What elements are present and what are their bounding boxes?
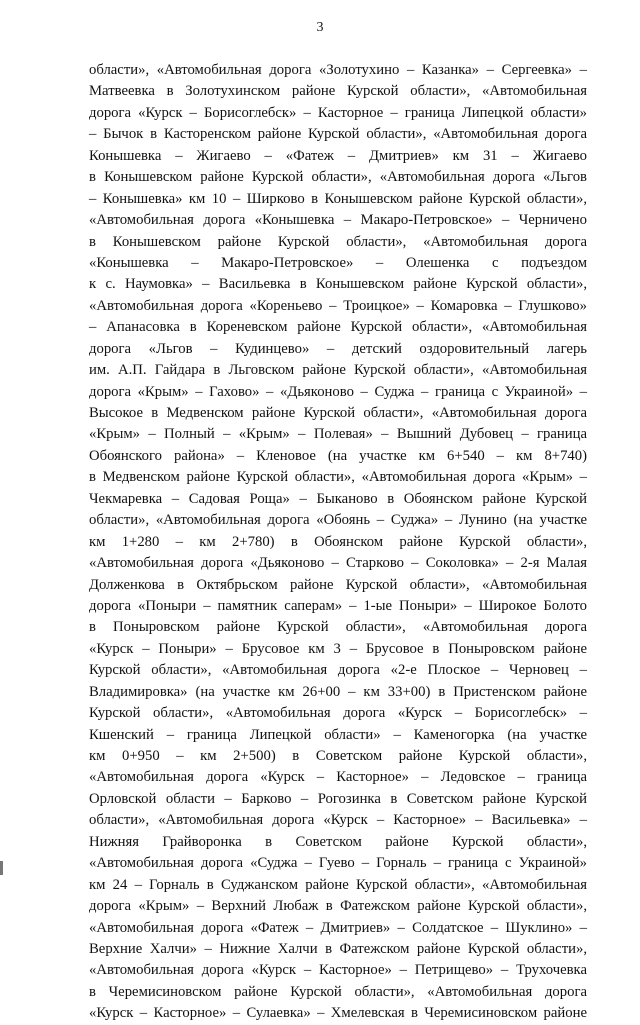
text-line: – Апанасовка в Кореневском районе Курской области», «Автомобильная xyxy=(89,319,587,336)
page-number: 3 xyxy=(316,20,324,35)
text-line: дорога «Поныри – памятник саперам» – 1-ые Поныри» – Широкое Болото xyxy=(89,597,587,614)
text-line: Долженкова в Октябрьском районе Курской области», «Автомобильная xyxy=(89,576,587,593)
text-line: в Медвенском районе Курской области», «Автомобильная дорога «Крым» – xyxy=(89,469,587,486)
text-line: дорога «Крым» – Верхний Любаж в Фатежском районе Курской области», xyxy=(89,898,587,915)
text-line: – Бычок в Касторенском районе Курской области», «Автомобильная дорога xyxy=(89,126,587,143)
text-line: Нижняя Грайворонка в Советском районе Курской области», xyxy=(89,833,587,850)
text-line: в Конышевском районе Курской области», «Автомобильная дорога «Льгов xyxy=(89,169,587,186)
text-line: области», «Автомобильная дорога «Обоянь – Суджа» – Лунино (на участке xyxy=(89,512,587,529)
text-line: области», «Автомобильная дорога «Золотухино – Казанка» – Сергеевка» – xyxy=(89,62,587,78)
text-line: области», «Автомобильная дорога «Курск – Касторное» – Васильевка» – xyxy=(89,812,587,829)
text-line: Курской области», «Автомобильная дорога «2-е Плоское – Черновец – xyxy=(89,662,587,679)
text-line: «Автомобильная дорога «Курск – Касторное» – Ледовское – граница xyxy=(89,769,587,786)
text-line: Верхние Халчи» – Нижние Халчи в Фатежском районе Курской области», xyxy=(89,940,587,957)
text-line: к с. Наумовка» – Васильевка в Конышевском районе Курской области», xyxy=(89,276,587,293)
text-line: Конышевка – Жигаево – «Фатеж – Дмитриев» км 31 – Жигаево xyxy=(89,147,587,164)
text-line: Матвеевка в Золотухинском районе Курской области», «Автомобильная xyxy=(89,83,587,100)
text-line: «Автомобильная дорога «Конышевка – Макаро-Петровское» – Черничено xyxy=(89,212,587,229)
text-line: дорога «Льгов – Кудинцево» – детский оздоровительный лагерь xyxy=(89,340,587,357)
text-line: Курской области», «Автомобильная дорога «Курск – Борисоглебск» – xyxy=(89,705,587,722)
text-line: «Автомобильная дорога «Дьяконово – Старково – Соколовка» – 2-я Малая xyxy=(89,555,587,572)
text-line: им. А.П. Гайдара в Льговском районе Курской области», «Автомобильная xyxy=(89,362,587,379)
text-line: Владимировка» (на участке км 26+00 – км 33+00) в Пристенском районе xyxy=(89,683,587,700)
text-line: Высокое в Медвенском районе Курской области», «Автомобильная дорога xyxy=(89,405,587,421)
text-line: «Курск – Поныри» – Брусовое км 3 – Брусовое в Поныровском районе xyxy=(89,640,587,657)
text-line: в Черемисиновском районе Курской области», «Автомобильная дорога xyxy=(89,983,587,1000)
text-line: «Автомобильная дорога «Кореньево – Троицкое» – Комаровка – Глушково» xyxy=(89,297,587,314)
text-line: «Автомобильная дорога «Курск – Касторное» – Петрищево» – Трухочевка xyxy=(89,962,587,979)
text-line: «Автомобильная дорога «Фатеж – Дмитриев» – Солдатское – Шуклино» – xyxy=(89,919,587,936)
text-line: км 24 – Горналь в Суджанском районе Курской области», «Автомобильная xyxy=(89,876,587,893)
text-line: «Автомобильная дорога «Суджа – Гуево – Горналь – граница с Украиной» xyxy=(89,855,587,872)
text-line: км 1+280 – км 2+780) в Обоянском районе Курской области», xyxy=(89,533,587,550)
text-line: в Конышевском районе Курской области», «Автомобильная дорога xyxy=(89,233,587,250)
text-line: – Конышевка» км 10 – Ширково в Конышевском районе Курской области», xyxy=(89,190,587,207)
text-line: «Крым» – Полный – «Крым» – Полевая» – Вышний Дубовец – граница xyxy=(89,426,587,443)
text-line: дорога «Курск – Борисоглебск» – Касторное – граница Липецкой области» xyxy=(89,104,587,121)
text-line: Кшенский – граница Липецкой области» – Каменогорка (на участке xyxy=(89,726,587,743)
text-line: «Курск – Касторное» – Сулаевка» – Хмелевская в Черемисиновском районе xyxy=(89,1005,587,1022)
text-line: Орловской области – Барково – Рогозинка в Советском районе Курской xyxy=(89,790,587,807)
text-line: в Поныровском районе Курской области», «Автомобильная дорога xyxy=(89,619,587,636)
text-line: км 0+950 – км 2+500) в Советском районе Курской области», xyxy=(89,748,587,764)
text-line: Обоянского района» – Кленовое (на участке км 6+540 – км 8+740) xyxy=(89,447,587,464)
text-line: дорога «Крым» – Гахово» – «Дьяконово – Суджа – граница с Украиной» – xyxy=(89,383,587,400)
body-text xyxy=(89,60,587,1025)
scan-edge-mark xyxy=(0,861,3,875)
text-line: «Конышевка – Макаро-Петровское» – Олешенка с подъездом xyxy=(89,254,587,271)
text-line: Чекмаревка – Садовая Роща» – Быканово в Обоянском районе Курской xyxy=(89,490,587,507)
